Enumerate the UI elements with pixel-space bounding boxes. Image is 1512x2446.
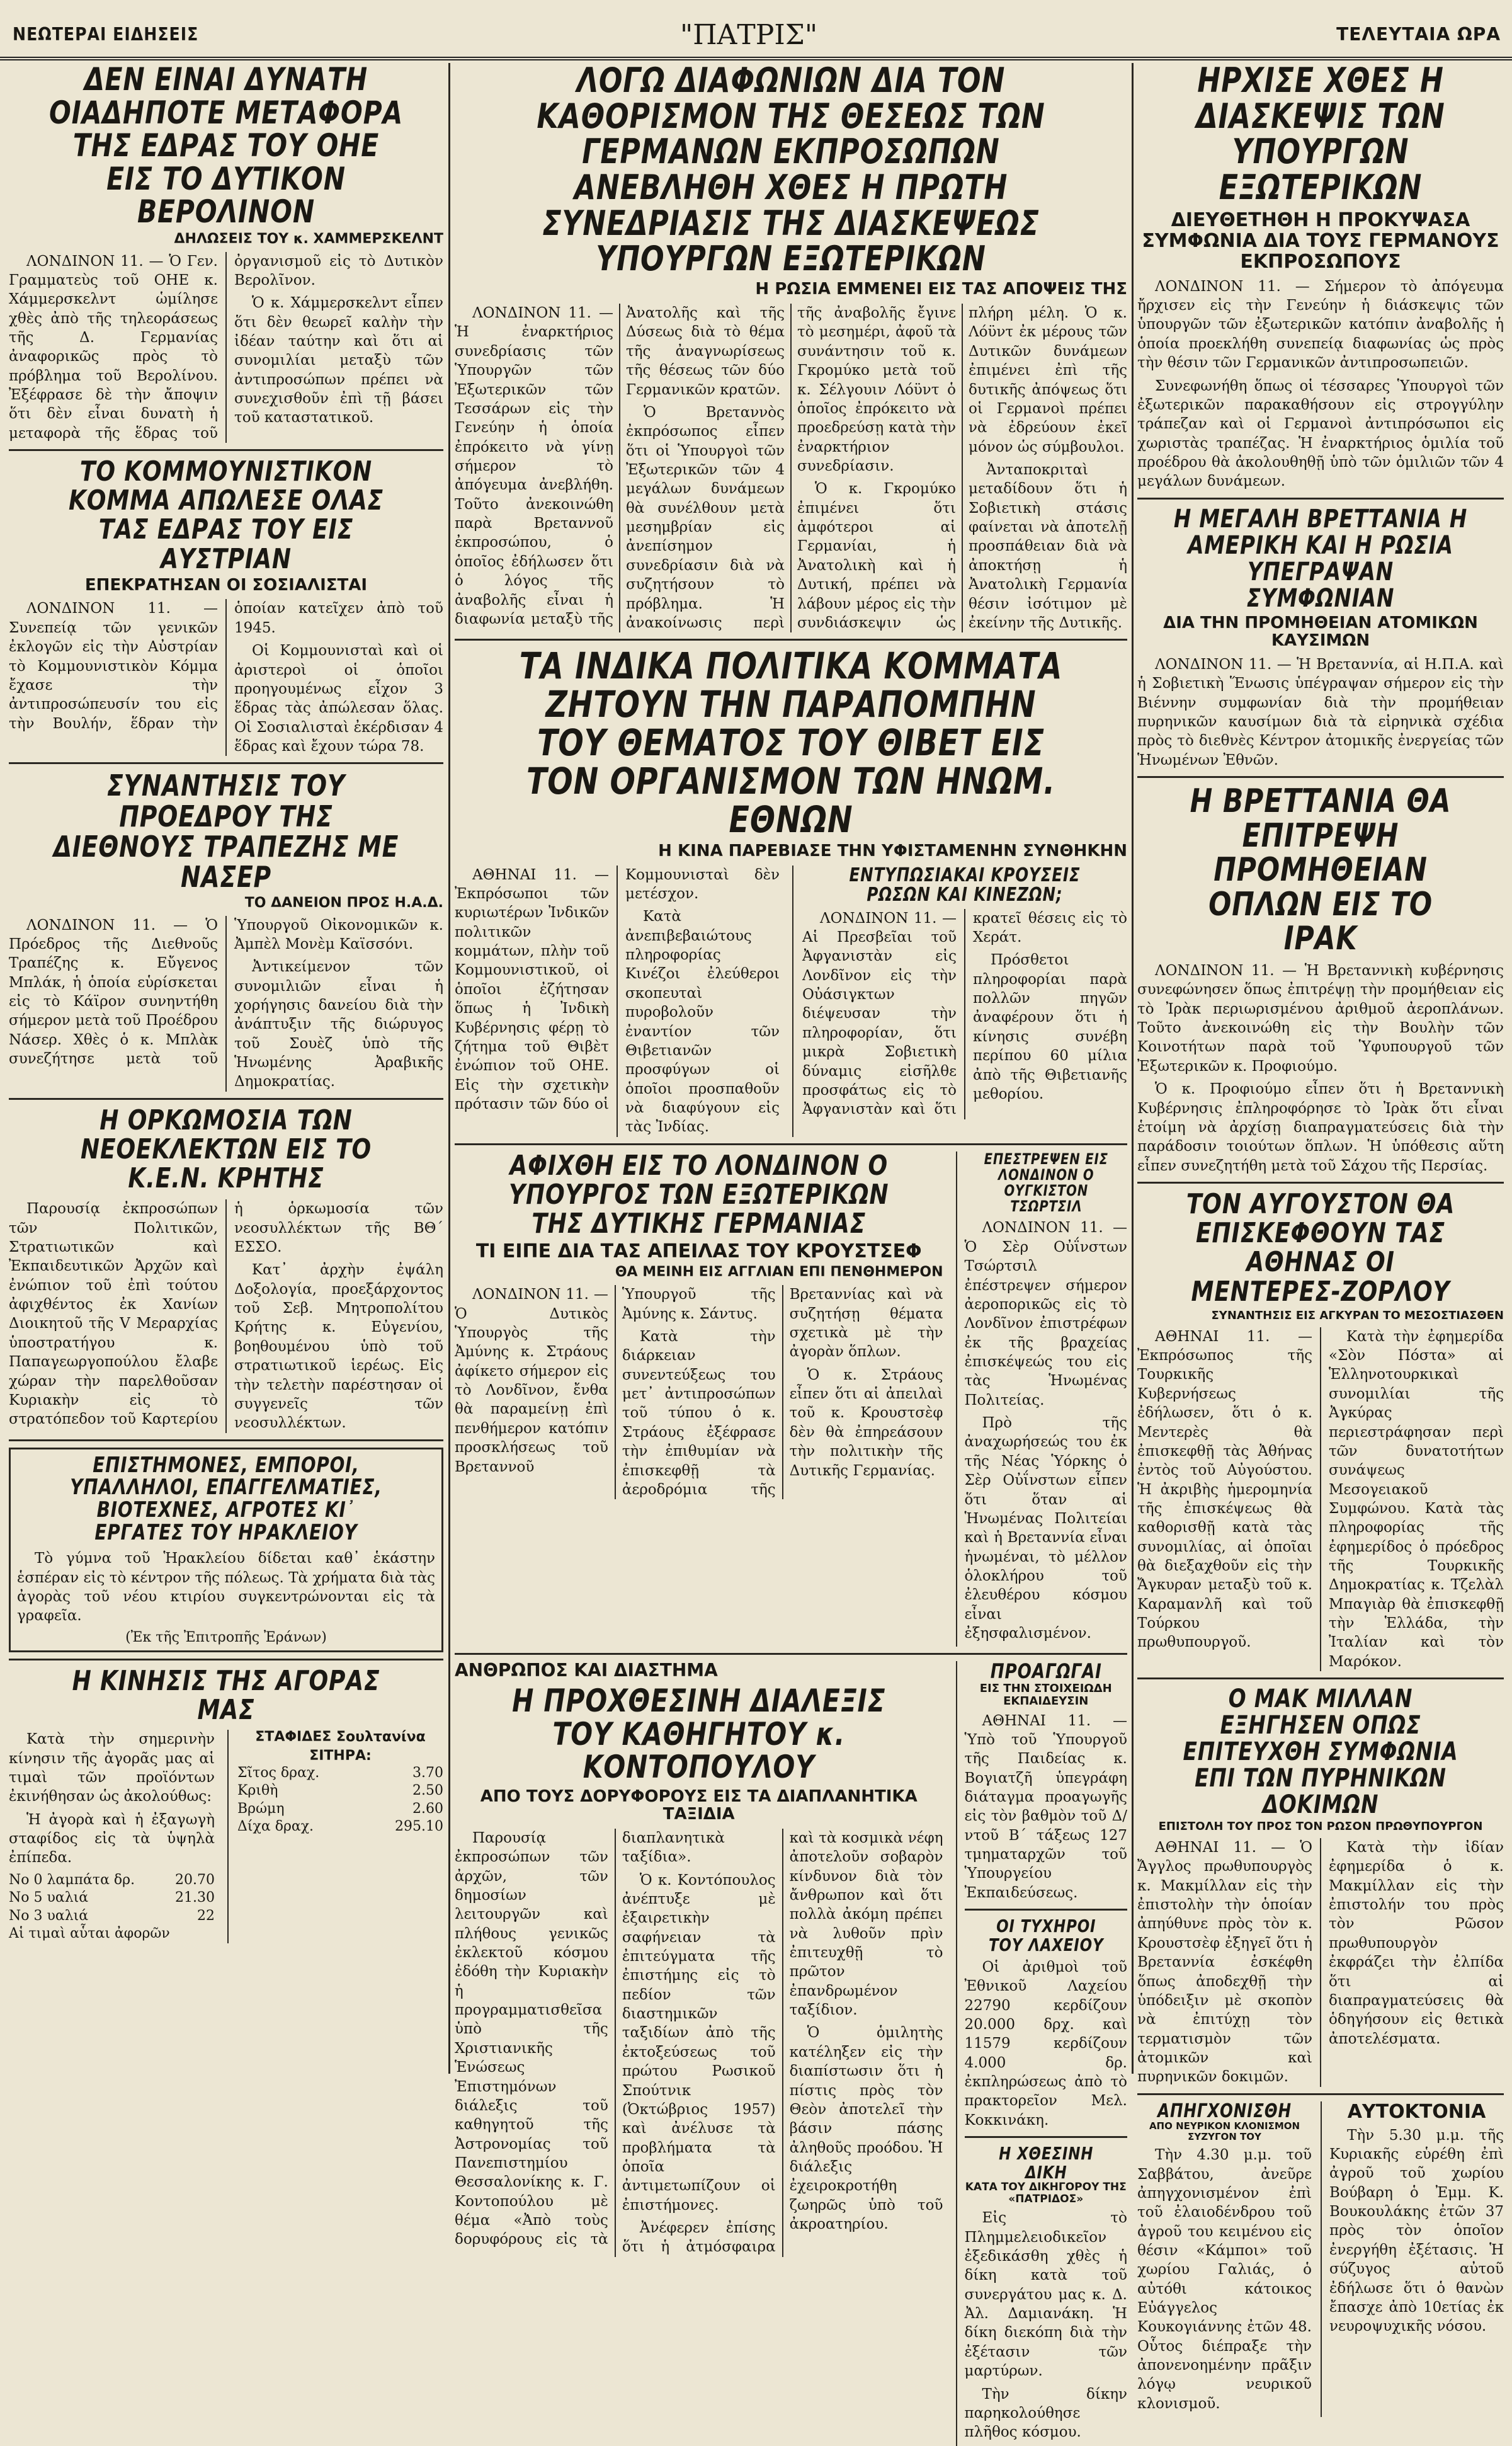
price-row: Νο 5 υαλιά 21.30 [9, 1890, 215, 1906]
price-section-title: ΣΙΤΗΡΑ: [309, 1748, 372, 1764]
left-column [9, 63, 443, 2067]
article-paragraph: Οἱ ἀριθμοὶ τοῦ Ἐθνικοῦ Λαχείου 22790 κερδίζουν 20.000 δρχ. καὶ 11579 κερδίζουν 4.000 δρ. ἐκπληρώσεως ἀπὸ τὸ πρακτορεῖον Μελ. Κοκκινάκη. [964, 1958, 1127, 2129]
article-lecture [455, 1661, 943, 2445]
headline: Η ΠΡΟΧΘΕΣΙΝΗ ΔΙΑΛΕΞΙΣ ΤΟΥ ΚΑΘΗΓΗΤΟΥ κ. ΚΟΝΤΟΠΟΥΛΟΥ [512, 1683, 886, 1786]
column-rule [448, 63, 450, 2074]
newspaper-title: "ΠΑΤΡΙΣ" [680, 19, 818, 51]
article-paragraph: ΛΟΝΔΙΝΟΝ 11. — Συνεπείᾳ τῶν γενικῶν ἐκλογῶν εἰς τὴν Αὐστρίαν τὸ Κομμουνιστικὸν Κόμμα ἔχασε τὴν ἀντιπροσώπευσίν του εἰς τὴν Βουλήν, ἕδραν τὴν ὁποίαν κατεῖχεν ἀπὸ τοῦ 1945. [9, 600, 443, 732]
subheadline: ΔΙΕΥΘΕΤΗΘΗ Η ΠΡΟΚΥΨΑΣΑ ΣΥΜΦΩΝΙΑ ΔΙΑ ΤΟΥΣ ΓΕΡΜΑΝΟΥΣ ΕΚΠΡΟΣΩΠΟΥΣ [1142, 209, 1499, 273]
center-column [455, 60, 1127, 2441]
subheadline: Η ΚΙΝΑ ΠΑΡΕΒΙΑΣΕ ΤΗΝ ΥΦΙΣΤΑΜΕΝΗΝ ΣΥΝΘΗΚΗΝ [658, 841, 1127, 860]
article-paragraph: Κατὰ τὴν ἰδίαν ἐφημερίδα ὁ κ. Μακμίλλαν εἰς τὴν ἐπιστολήν του πρὸς τὸν Ρῶσον πρωθυπουργὸν ἐκφράζει τὴν ἐλπίδα ὅτι αἱ διαπραγματεύσεις θὰ ὁδηγήσουν εἰς θετικὰ ἀποτελέσματα. [1329, 1839, 1504, 2047]
headline: Η ΜΕΓΑΛΗ ΒΡΕΤΤΑΝΙΑ Η ΑΜΕΡΙΚΗ ΚΑΙ Η ΡΩΣΙΑ ΥΠΕΓΡΑΨΑΝ ΣΥΜΦΩΝΙΑΝ [1173, 504, 1468, 613]
price-row: Νο 3 υαλιά 22 [9, 1907, 215, 1924]
article-paragraph: ΛΟΝΔΙΝΟΝ 11. — Ἡ ἐναρκτήριος συνεδρίασις τῶν Ὑπουργῶν τῶν Ἐξωτερικῶν τῶν Τεσσάρων εἰς τὴν Γενεύην ἡ ὁποία ἐπρόκειτο νὰ γίνῃ σήμερον τὸ ἀπόγευμα ἀνεβλήθη. Τοῦτο ἀνεκοινώθη παρὰ Βρεταννοῦ ἐκπροσώπου, ὁ ὁποῖος ἐδήλωσεν ὅτι ὁ λόγος τῆς ἀναβολῆς εἶναι ἡ διαφωνία μεταξὺ τῆς Ἀνατολῆς καὶ τῆς Δύσεως διὰ τὸ θέμα τῆς ἀναγνωρίσεως τῆς θέσεως τῶν δύο Γερμανικῶν κρατῶν. [455, 305, 785, 627]
article-paragraph: Ὁ Βρεταννὸς ἐκπρόσωπος εἶπεν ὅτι οἱ Ὑπουργοὶ τῶν Ἐξωτερικῶν τῶν 4 μεγάλων δυνάμεων θὰ συνέλθουν μετὰ μεσημβρίαν εἰς ἀνεπίσημον συνεδρίασιν διὰ νὰ συζητήσουν τὸ πρόβλημα. Ἡ ἀνακοίνωσις περὶ τῆς ἀναβολῆς ἔγινε τὸ μεσημέρι, ἀφοῦ τὰ συνάντησιν τοῦ κ. Γκρομύκο μετὰ τοῦ κ. Σέλγουιν Λόϋντ ὁ ὁποῖος ἐπρόκειτο νὰ προεδρεύσῃ κατὰ τὴν ἐναρκτήριον συνεδρίασιν. [626, 305, 956, 631]
headline: ΑΠΗΓΧΟΝΙΣΘΗ [1157, 2100, 1292, 2122]
article-paragraph: ΑΘΗΝΑΙ 11. — Ἐκπρόσωπος τῆς Τουρκικῆς Κυβερνήσεως ἐδήλωσεν, ὅτι ὁ κ. Μεντερὲς θὰ ἐπισκεφθῇ τὰς Ἀθήνας ἐντὸς τοῦ Αὐγούστου. Ἡ ἀκριβὴς ἡμερομηνία τῆς ἐπισκέψεως θὰ καθορισθῇ κατὰ τὰς συνομιλίας, αἱ ὁποῖαι θὰ διεξαχθοῦν εἰς τὴν Ἄγκυραν μεταξὺ τοῦ κ. Καραμανλῆ καὶ τοῦ Τούρκου πρωθυπουργοῦ. [1137, 1328, 1312, 1651]
article-paragraph: Πρόσθετοι πληροφορίαι παρὰ πολλῶν πηγῶν ἀναφέρουν ὅτι ἡ κίνησις συνέβη περίπου 60 μίλια ἀπὸ τῆς Θιβετιανῆς μεθορίου. [973, 952, 1127, 1102]
subheadline: ΕΠΕΚΡΑΤΗΣΑΝ ΟΙ ΣΟΣΙΑΛΙΣΤΑΙ [84, 575, 368, 595]
headline: Η ΚΙΝΗΣΙΣ ΤΗΣ ΑΓΟΡΑΣ ΜΑΣ [72, 1664, 380, 1726]
article-promotions [965, 1661, 1128, 1902]
article-iraq-arms [1137, 784, 1504, 1175]
article-paragraph: ΛΟΝΔΙΝΟΝ 11. — Σήμερον τὸ ἀπόγευμα ἤρχισεν εἰς τὴν Γενεύην ἡ διάσκεψις τῶν ὑπουργῶν τῶν ἐξωτερικῶν κατόπιν ἀναβολῆς ἡ ὁποία προεκλήθη συνεπείᾳ διαφωνίας ὡς πρὸς τὴν θέσιν τῶν Γερμανικῶν ἀντιπροσωπειῶν. [1137, 278, 1504, 372]
price-row: Αἱ τιμαὶ αὗται ἀφορῶν [9, 1926, 170, 1942]
subheadline: Η ΡΩΣΙΑ ΕΜΜΕΝΕΙ ΕΙΣ ΤΑΣ ΑΠΟΨΕΙΣ ΤΗΣ [755, 280, 1127, 299]
headline: Η ΒΡΕΤΤΑΝΙΑ ΘΑ ΕΠΙΤΡΕΨΗ ΠΡΟΜΗΘΕΙΑΝ ΟΠΛΩΝ ΕΙΣ ΤΟ ΙΡΑΚ [1190, 782, 1452, 958]
headline: ΕΝΤΥΠΩΣΙΑΚΑΙ ΚΡΟΥΣΕΙΣ ΡΩΣΩΝ ΚΑΙ ΚΙΝΕΖΩΝ; [849, 864, 1081, 906]
subheadline: ΔΗΛΩΣΕΙΣ ΤΟΥ κ. ΧΑΜΜΕΡΣΚΕΛΝΤ [174, 231, 443, 247]
headline: ΛΟΓΩ ΔΙΑΦΩΝΙΩΝ ΔΙΑ ΤΟΝ ΚΑΘΟΡΙΣΜΟΝ ΤΗΣ ΘΕΣΕΩΣ ΤΩΝ ΓΕΡΜΑΝΩΝ ΕΚΠΡΟΣΩΠΩΝ ΑΝΕΒΛΗΘΗ ΧΘΕΣ Η ΠΡΩΤΗ ΣΥΝΕΔΡΙΑΣΙΣ ΤΗΣ ΔΙΑΣΚΕΨΕΩΣ ΥΠΟΥΡΓΩΝ ΕΞΩΤΕΡΙΚΩΝ [537, 60, 1045, 279]
article-appeal-box [9, 1448, 443, 1652]
article-paragraph: ΛΟΝΔΙΝΟΝ 11. — Ἡ Βρεταννικὴ κυβέρνησις συνεφώνησεν ὅπως ἐπιτρέψῃ τὴν προμήθειαν εἰς τὸ Ἰρὰκ περιωρισμένου ἀριθμοῦ ἀεροπλάνων. Τοῦτο ἀνεκοινώθη εἰς τὴν Βουλὴν τῶν Κοινοτήτων παρὰ τοῦ Ὑφυπουργοῦ τῶν Ἐξωτερικῶν κ. Προφιούμο. [1137, 963, 1504, 1075]
price-row: Δίχα δραχ. 295.10 [237, 1819, 443, 1835]
headline: ΔΕΝ ΕΙΝΑΙ ΔΥΝΑΤΗ ΟΙΑΔΗΠΟΤΕ ΜΕΤΑΦΟΡΑ ΤΗΣ ΕΔΡΑΣ ΤΟΥ ΟΗΕ ΕΙΣ ΤΟ ΔΥΤΙΚΟΝ ΒΕΡΟΛΙΝΟΝ [48, 61, 404, 230]
article-paragraph: Πρὸ τῆς ἀναχωρήσεώς του ἐκ τῆς Νέας Ὑόρκης ὁ Σὲρ Οὐΐνστων εἶπεν ὅτι ὅταν αἱ Ἡνωμένας Πολιτείαι καὶ ἡ Βρεταννία εἶναι ἡνωμέναι, τὸ μέλλον ὁλοκλήρου τοῦ ἐλευθέρου κόσμου εἶναι ἐξησφαλισμένον. [964, 1415, 1127, 1642]
article-paragraph: ΑΘΗΝΑΙ 11. — Ὑπὸ τοῦ Ὑπουργοῦ τῆς Παιδείας κ. Βογιατζῆ ὑπεγράφη διάταγμα προαγωγῆς εἰς τὸν βαθμὸν τοῦ Δ/ντοῦ Β΄ τάξεως 127 τμηματαρχῶν τοῦ Ὑπουργείου Ἐκπαιδεύσεως. [964, 1712, 1127, 1901]
article-paragraph: ΛΟΝΔΙΝΟΝ 11. — Αἱ Πρεσβεῖαι τοῦ Ἀφγανιστὰν εἰς Λονδῖνον εἰς τὴν Οὐάσιγκτων διέψευσαν τὴν πληροφορίαν, ὅτι μικρὰ Σοβιετικὴ δύναμις εἰσῆλθε προσφάτως εἰς τὸ Ἀφγανιστὰν καὶ ὅτι κρατεῖ θέσεις εἰς τὸ Χεράτ. [802, 910, 1127, 1118]
article-paragraph: Παρουσίᾳ ἐκπροσώπων τῶν ἀρχῶν, τῶν δημοσίων λειτουργῶν καὶ πλήθους γενικῶς ἐκλεκτοῦ κόσμου ἐδόθη τὴν Κυριακὴν ἡ προγραμματισθεῖσα ὑπὸ τῆς Χριστιανικῆς Ἑνώσεως Ἐπιστημόνων διάλεξις τοῦ καθηγητοῦ τῆς Ἀστρονομίας τοῦ Πανεπιστημίου Θεσσαλονίκης κ. Γ. Κοντοπούλου μὲ θέμα «Ἀπὸ τοὺς δορυφόρους εἰς τὰ διαπλανητικὰ ταξίδια». [455, 1829, 725, 2248]
article-nuclear-fuel [1137, 506, 1504, 770]
article-paragraph: Κατ᾽ ἀρχὴν ἐψάλη Δοξολογία, προεξάρχοντος τοῦ Σεβ. Μητροπολίτου Κρήτης κ. Εὐγενίου, βοηθουμένου ὑπὸ τοῦ στρατιωτικοῦ ἱερέως. Εἰς τὴν τελετὴν παρέστησαν οἱ συγγενεῖς τῶν νεοσυλλέκτων. [234, 1262, 443, 1432]
headline: ΠΡΟΑΓΩΓΑΙ [990, 1659, 1102, 1684]
article-paragraph: Οἱ Κομμουνισταὶ καὶ οἱ ἀριστεροὶ οἱ ὁποῖοι προηγουμένως εἶχον 3 ἕδρας τὰς ἀπώλεσαν ὅλας. Οἱ Σοσιαλισταὶ ἐκέρδισαν 4 ἕδρας καὶ ἔχουν τώρα 78. [234, 643, 443, 755]
article-communist-party [9, 457, 443, 756]
article-menderes-visit [1137, 1187, 1504, 1671]
subheadline: ΤΙ ΕΙΠΕ ΔΙΑ ΤΑΣ ΑΠΕΙΛΑΣ ΤΟΥ ΚΡΟΥΣΤΣΕΦ [475, 1240, 922, 1263]
headline: ΕΠΙΣΤΗΜΟΝΕΣ, ΕΜΠΟΡΟΙ, ΥΠΑΛΛΗΛΟΙ, ΕΠΑΓΓΕΛΜΑΤΙΕΣ, ΒΙΟΤΕΧΝΕΣ, ΑΓΡΟΤΕΣ ΚΙ᾽ ΕΡΓΑΤΕΣ ΤΟΥ ΗΡΑΚΛΕΙΟΥ [70, 1452, 382, 1545]
article-strauss [455, 1149, 943, 1647]
kicker: ΑΝΘΡΩΠΟΣ ΚΑΙ ΔΙΑΣΤΗΜΑ [455, 1660, 718, 1681]
subheadline: ΚΑΤΑ ΤΟΥ ΔΙΚΗΓΟΡΟΥ ΤΗΣ «ΠΑΤΡΙΔΟΣ» [965, 2180, 1127, 2205]
price-row: Βρώμη 2.60 [237, 1800, 443, 1817]
price-row: Κριθὴ 2.50 [237, 1783, 443, 1799]
headline: ΗΡΧΙΣΕ ΧΘΕΣ Η ΔΙΑΣΚΕΨΙΣ ΤΩΝ ΥΠΟΥΡΓΩΝ ΕΞΩΤΕΡΙΚΩΝ [1196, 60, 1445, 208]
article-paragraph: Ἀντικείμενον τῶν συνομιλιῶν εἶναι ἡ χορήγησις δανείου διὰ τὴν ἀνάπτυξιν τῆς διώρυγος τοῦ Σουὲζ ὑπὸ τῆς Ἡνωμένης Ἀραβικῆς Δημοκρατίας. [234, 959, 443, 1090]
article-un-seat [9, 63, 443, 443]
headline: ΣΥΝΑΝΤΗΣΙΣ ΤΟΥ ΠΡΟΕΔΡΟΥ ΤΗΣ ΔΙΕΘΝΟΥΣ ΤΡΑΠΕΖΗΣ ΜΕ ΝΑΣΕΡ [53, 769, 399, 894]
headline: ΕΠΕΣΤΡΕΨΕΝ ΕΙΣ ΛΟΝΔΙΝΟΝ Ο ΟΥΓΚΙΣΤΟΝ ΤΣΩΡΤΣΙΛ [984, 1150, 1108, 1216]
article-oath [9, 1106, 443, 1433]
article-trial [965, 2144, 1128, 2442]
article-paragraph: ΛΟΝΔΙΝΟΝ 11. — Ὁ Πρόεδρος τῆς Διεθνοῦς Τραπέζης κ. Εὔγενος Μπλάκ, ἡ ὁποία εὑρίσκεται εἰς τὸ Κάϊρον συνηντήθη σήμερον μετὰ τοῦ Προέδρου Νάσερ. Χθὲς ὁ κ. Μπλὰκ συνεζήτησε μετὰ τοῦ Ὑπουργοῦ Οἰκονομικῶν κ. Ἀμπὲλ Μονὲμ Καϊσσόνι. [9, 917, 443, 1068]
article-paragraph: ΑΘΗΝΑΙ 11. — Ἐκπρόσωποι τῶν κυριωτέρων Ἰνδικῶν πολιτικῶν κομμάτων, πλὴν τοῦ Κομμουνιστικοῦ, οἱ ὁποῖοι ἐζήτησαν ὅπως ἡ Ἰνδικὴ Κυβέρνησις φέρῃ τὸ ζήτημα τοῦ Θιβὲτ ἐνώπιον τοῦ ΟΗΕ. Εἰς τὴν σχετικὴν πρότασιν τῶν δύο οἱ Κομμουνισταὶ δὲν μετέσχον. [455, 866, 780, 1112]
article-paragraph: Τὴν 5.30 μ.μ. τῆς Κυριακῆς εὑρέθη ἐπὶ ἀγροῦ τοῦ χωρίου Βούβαρη ὁ Ἐμμ. Κ. Βουκουλάκης ἐτῶν 37 πρὸς τὸν ὁποῖον ἐνεργήθη ἐξέτασις. Ἡ σύζυγος αὐτοῦ ἐδήλωσε ὅτι ὁ θανὼν ἔπασχε ἀπὸ 10ετίας ἐκ νευροψυχικῆς νόσου. [1329, 2127, 1504, 2335]
headline: ΑΥΤΟΚΤΟΝΙΑ [1347, 2100, 1486, 2123]
subheadline: ΣΥΝΑΝΤΗΣΙΣ ΕΙΣ ΑΓΚΥΡΑΝ ΤΟ ΜΕΣΟΣΤΙΑΣΘΕΝ [1211, 1308, 1504, 1322]
article-paragraph: Ἡ ἀγορὰ καὶ ἡ ἐξαγωγὴ σταφίδος εἰς τὰ ὑψηλὰ ἐπίπεδα. [9, 1811, 215, 1866]
article-paragraph: Τὴν δίκην παρηκολούθησε πλῆθος κόσμου. [964, 2386, 1127, 2441]
masthead [0, 0, 1512, 60]
subheadline: ΑΠΟ ΝΕΥΡΙΚΟΝ ΚΛΟΝΙΣΜΟΝ ΣΥΖΥΓΟΝ ΤΟΥ [1149, 2120, 1300, 2142]
article-paragraph: Τὴν 4.30 μ.μ. τοῦ Σαββάτου, ἀνεῦρε ἀπηγχονισμένον ἐπὶ τοῦ ἐλαιοδένδρου τοῦ ἀγροῦ του κειμένου εἰς θέσιν «Κάμποι» τοῦ χωρίου Γαλιάς, ὁ αὐτόθι κάτοικος Εὐάγγελος Κουκογιάννης ἐτῶν 48. Οὗτος διέπραξε τὴν ἀπονενοημένην πρᾶξιν λόγῳ νευρικοῦ κλονισμοῦ. [1137, 2147, 1312, 2412]
article-paragraph: Ἀνέφερεν ἐπίσης ὅτι ἡ ἀτμόσφαιρα καὶ τὰ κοσμικὰ νέφη ἀποτελοῦν σοβαρὸν κίνδυνον διὰ τὸν ἄνθρωπον καὶ ὅτι πολλὰ ἀκόμη πρέπει νὰ λυθοῦν πρὶν ἐπιτευχθῇ τὸ πρῶτον ἐπανδρωμένον ταξίδιον. [622, 1829, 943, 2256]
headline: ΑΦΙΧΘΗ ΕΙΣ ΤΟ ΛΟΝΔΙΝΟΝ Ο ΥΠΟΥΡΓΟΣ ΤΩΝ ΕΞΩΤΕΡΙΚΩΝ ΤΗΣ ΔΥΤΙΚΗΣ ΓΕΡΜΑΝΙΑΣ [509, 1149, 889, 1240]
subheadline: ΤΟ ΔΑΝΕΙΟΝ ΠΡΟΣ Η.Α.Δ. [244, 894, 443, 911]
headline: ΤΟ ΚΟΜΜΟΥΝΙΣΤΙΚΟΝ ΚΟΜΜΑ ΑΠΩΛΕΣΕ ΟΛΑΣ ΤΑΣ ΕΔΡΑΣ ΤΟΥ ΕΙΣ ΑΥΣΤΡΙΑΝ [68, 455, 384, 575]
headline: Ο ΜΑΚ ΜΙΛΛΑΝ ΕΞΗΓΗΣΕΝ ΟΠΩΣ ΕΠΙΤΕΥΧΘΗ ΣΥΜΦΩΝΙΑ ΕΠΙ ΤΩΝ ΠΥΡΗΝΙΚΩΝ ΔΟΚΙΜΩΝ [1183, 1684, 1458, 1820]
subheadline: ΕΠΙΣΤΟΛΗ ΤΟΥ ΠΡΟΣ ΤΟΝ ΡΩΣΟΝ ΠΡΩΘΥΠΟΥΡΓΟΝ [1158, 1820, 1483, 1834]
subheadline: ΕΙΣ ΤΗΝ ΣΤΟΙΧΕΙΩΔΗ ΕΚΠΑΙΔΕΥΣΙΝ [979, 1681, 1112, 1708]
headline: ΤΑ ΙΝΔΙΚΑ ΠΟΛΙΤΙΚΑ ΚΟΜΜΑΤΑ ΖΗΤΟΥΝ ΤΗΝ ΠΑΡΑΠΟΜΠΗΝ ΤΟΥ ΘΕΜΑΤΟΣ ΤΟΥ ΘΙΒΕΤ ΕΙΣ ΤΟΝ ΟΡΓΑΝΙΣΜΟΝ ΤΩΝ ΗΝΩΜ. ΕΘΝΩΝ [519, 644, 1063, 841]
headline: Η ΧΘΕΣΙΝΗ ΔΙΚΗ [998, 2143, 1093, 2183]
article-paragraph: ΛΟΝΔΙΝΟΝ 11. — Ὁ Γεν. Γραμματεὺς τοῦ ΟΗΕ κ. Χάμμερσκελντ ὡμίλησε χθὲς ἀπὸ τῆς τηλεοράσεως τῆς Δ. Γερμανίας ἀναφορικῶς πρὸς τὸ πρόβλημα τοῦ Βερολίνου. Ἐξέφρασε δὲ τὴν ἄποψιν ὅτι δὲν εἶναι δυνατὴ ἡ μεταφορὰ τῆς ἕδρας τοῦ ὀργανισμοῦ εἰς τὸ Δυτικὸν Βερολῖνον. [9, 253, 443, 442]
article-paragraph: ΑΘΗΝΑΙ 11. — Ὁ Ἄγγλος πρωθυπουργὸς κ. Μακμίλλαν εἰς τὴν ἐπιστολὴν τὴν ὁποίαν ἀπηύθυνε πρὸς τὸν κ. Κρουστσὲφ ἐξηγεῖ ὅτι ἡ Βρεταννία ἐσκέφθη ὅπως ἀποδεχθῇ τὴν ὑπόδειξιν μὲ σκοπὸν νὰ ἐπιτύχῃ τὸν τερματισμὸν τῶν ἀτομικῶν καὶ πυρηνικῶν δοκιμῶν. [1137, 1839, 1312, 2086]
subheadline: ΑΠΟ ΤΟΥΣ ΔΟΡΥΦΟΡΟΥΣ ΕΙΣ ΤΑ ΔΙΑΠΛΑΝΗΤΙΚΑ ΤΑΞΙΔΙΑ [480, 1786, 918, 1824]
article-world-bank [9, 770, 443, 1091]
article-paragraph: Κατὰ τὴν ἐφημερίδα «Σὸν Πόστα» αἱ Ἑλληνοτουρκικαὶ συνομιλίαι τῆς Ἀγκύρας περιεστράφησαν περὶ τῶν δυνατοτήτων συνάψεως Μεσογειακοῦ Συμφώνου. Κατὰ τὰς πληροφορίας τῆς ἐφημερίδος ὁ πρόεδρος τῆς Τουρκικῆς Δημοκρατίας κ. Τζελὰλ Μπαγιὰρ θὰ ἐπισκεφθῇ τὴν Ἑλλάδα, τὴν Ἰταλίαν καὶ τὸν Μαρόκον. [1329, 1328, 1504, 1670]
article-geneva-postponed [455, 60, 1127, 632]
price-section-title: ΣΤΑΦΙΔΕΣ Σουλτανίνα [255, 1729, 426, 1746]
section-label-right: ΤΕΛΕΥΤΑΙΑ ΩΡΑ [1336, 24, 1501, 45]
right-column [1137, 60, 1504, 2412]
article-paragraph: Ὁ κ. Στράους εἶπεν ὅτι αἱ ἀπειλαὶ τοῦ κ. Κρουστσὲφ δὲν θὰ ἐπηρεάσουν τὴν πολιτικὴν τῆς Δυτικῆς Γερμανίας. [789, 1366, 943, 1479]
article-paragraph: Συνεφωνήθη ὅπως οἱ τέσσαρες Ὑπουργοὶ τῶν ἐξωτερικῶν παρακαθήσουν εἰς στρογγύλην τράπεζαν καὶ οἱ Γερμανοὶ ἀντιπρόσωποι εἰς χωριστὰς τραπέζας. Ἡ ἐναρκτήριος ὁμιλία τοῦ προέδρου θὰ ἀκολουθηθῇ ὑπὸ τῶν ὁμιλιῶν τῶν 4 μεγάλων δυνάμεων. [1137, 377, 1504, 490]
article-paragraph: Ὁ ὁμιλητὴς κατέληξεν εἰς τὴν διαπίστωσιν ὅτι ἡ πίστις πρὸς τὸν Θεὸν ἀποτελεῖ τὴν βάσιν πάσης ἀληθοῦς προόδου. Ἡ διάλεξις ἐχειροκροτήθη ζωηρῶς ὑπὸ τοῦ ἀκροατηρίου. [789, 2025, 943, 2233]
article-macmillan [1137, 1686, 1504, 2086]
article-paragraph: Κατὰ ἀνεπιβεβαιώτους πληροφορίας Κινέζοι ἐλεύθεροι σκοπευταὶ πυροβολοῦν ἐναντίον τῶν Θιβετιανῶν προσφύγων οἱ ὁποῖοι προσπαθοῦν νὰ διαφύγουν εἰς τὰς Ἰνδίας. [625, 908, 780, 1136]
article-paragraph: ΛΟΝΔΙΝΟΝ 11. — Ὁ Σὲρ Οὐΐνστων Τσώρτσιλ ἐπέστρεψεν σήμερον ἀεροπορικῶς εἰς τὸ Λονδῖνον ἐπιστρέφων ἐκ τῆς βραχείας ἐπισκέψεώς του εἰς τὰς Ἡνωμένας Πολιτείας. [964, 1220, 1127, 1409]
article-churchill [956, 1152, 1128, 1647]
column-rule [1132, 63, 1134, 2074]
signature: (Ἐκ τῆς Ἐπιτροπῆς Ἐράνων) [125, 1629, 327, 1645]
article-paragraph: Ὁ κ. Γκρομύκο ἐπιμένει ὅτι ἀμφότεροι αἱ Γερμανίαι, ἡ Ἀνατολικὴ καὶ ἡ Δυτική, πρέπει νὰ λάβουν μέρος εἰς τὴν συνδιάσκεψιν ὡς πλήρη μέλη. Ὁ κ. Λόϋντ ἐκ μέρους τῶν Δυτικῶν δυνάμεων ἐπιμένει ἐπὶ τῆς δυτικῆς ἀπόψεως ὅτι οἱ Γερμανοὶ πρέπει νὰ ἐδρεύουν ἐκεῖ μόνον ὡς σύμβουλοι. [797, 305, 1127, 631]
article-hanging [1137, 2101, 1312, 2418]
article-tibet [455, 644, 1127, 1136]
article-paragraph: Εἰς τὸ Πλημμελειοδικεῖον ἐξεδικάσθη χθὲς ἡ δίκη κατὰ τοῦ συνεργάτου μας κ. Δ. Ἀλ. Δαμιανάκη. Ἡ δίκη διεκόπη διὰ τὴν ἐξέτασιν τῶν μαρτύρων. [964, 2210, 1127, 2380]
headline: ΤΟΝ ΑΥΓΟΥΣΤΟΝ ΘΑ ΕΠΙΣΚΕΦΘΟΥΝ ΤΑΣ ΑΘΗΝΑΣ ΟΙ ΜΕΝΤΕΡΕΣ-ΖΟΡΛΟΥ [1186, 1187, 1455, 1308]
section-label-left: ΝΕΩΤΕΡΑΙ ΕΙΔΗΣΕΙΣ [13, 24, 199, 45]
price-row: Νο 0 λαμπάτα δρ. 20.70 [9, 1872, 215, 1888]
article-border-clash [792, 866, 1127, 1137]
article-paragraph: ΛΟΝΔΙΝΟΝ 11. — Ὁ Δυτικὸς Ὑπουργὸς τῆς Ἀμύνης κ. Στράους ἀφίκετο σήμερον εἰς τὸ Λονδῖνον, ἔνθα θὰ παραμείνῃ ἐπὶ πενθήμερον κατόπιν προσκλήσεως τοῦ Βρεταννοῦ Ὑπουργοῦ τῆς Ἀμύνης κ. Σάντυς. [455, 1286, 776, 1475]
article-paragraph: Τὸ γύμνα τοῦ Ἡρακλείου δίδεται καθ᾽ ἑκάστην ἑσπέραν εἰς τὸ κέντρον τῆς πόλεως. Τὰ χρήματα διὰ τὰς ἀγορὰς τοῦ νέου κτιρίου συγκεντρώνονται εἰς τὰ γραφεῖα. [17, 1550, 435, 1625]
subheadline: ΘΑ ΜΕΙΝΗ ΕΙΣ ΑΓΓΛΙΑΝ ΕΠΙ ΠΕΝΘΗΜΕΡΟΝ [615, 1264, 943, 1281]
article-conference-began [1137, 60, 1504, 491]
price-row: Σῖτος δραχ. 3.70 [237, 1764, 443, 1781]
article-paragraph: Ἀνταποκριταὶ μεταδίδουν ὅτι ἡ Σοβιετικὴ στάσις φαίνεται νὰ ἀποτελῇ προσπάθειαν διὰ νὰ ἀποκτήσῃ ἡ Ἀνατολικὴ Γερμανία θέσιν ἰσότιμον μὲ ἐκείνην τῆς Δυτικῆς. [969, 462, 1127, 631]
article-paragraph: Ὁ κ. Χάμμερσκελντ εἶπεν ὅτι δὲν θεωρεῖ καλὴν τὴν ἰδέαν ταύτην καὶ ὅτι αἱ συνομιλίαι μεταξὺ τῶν ἀντιπροσώπων πρέπει νὰ συνεχισθοῦν ἐπὶ τῇ βάσει τοῦ καταστατικοῦ. [234, 295, 443, 426]
article-paragraph: Κατὰ τὴν σημερινὴν κίνησιν τῆς ἀγορᾶς μας αἱ τιμαὶ τῶν προϊόντων ἐκινήθησαν ὡς ἀκολούθως: [9, 1731, 215, 1805]
article-suicide [1321, 2101, 1504, 2418]
article-paragraph: ΛΟΝΔΙΝΟΝ 11. — Ἡ Βρεταννία, αἱ Η.Π.Α. καὶ ἡ Σοβιετικὴ Ἕνωσις ὑπέγραψαν σήμερον εἰς τὴν Βιέννην συμφωνίαν διὰ τὴν προμήθειαν πυρηνικῶν καυσίμων διὰ τὰ εἰρηνικὰ σχέδια πρὸς τὸ διεθνὲς Κέντρον ἀτομικῆς ἐνεργείας τῶν Ἡνωμένων Ἐθνῶν. [1137, 656, 1504, 769]
headline: Η ΟΡΚΩΜΟΣΙΑ ΤΩΝ ΝΕΟΕΚΛΕΚΤΩΝ ΕΙΣ ΤΟ Κ.Ε.Ν. ΚΡΗΤΗΣ [80, 1104, 372, 1195]
article-paragraph: Παρουσίᾳ ἐκπροσώπων τῶν Πολιτικῶν, Στρατιωτικῶν καὶ Ἐκπαιδευτικῶν Ἀρχῶν καὶ ἐνώπιον τοῦ ἐπὶ τούτου ἀφιχθέντος ἐκ Χανίων Διοικητοῦ τῆς V Μεραρχίας ὑποστρατήγου κ. Παπαγεωργοπούλου ἔλαβε χώραν τὴν παρελθοῦσαν Κυριακὴν εἰς τὸ στρατόπεδον τοῦ Καρτερίου ἡ ὁρκωμοσία τῶν νεοσυλλέκτων τῆς ΒΘ΄ ΕΣΣΟ. [9, 1201, 443, 1428]
article-paragraph: Ὁ κ. Προφιούμο εἶπεν ὅτι ἡ Βρεταννικὴ Κυβέρνησις ἐπληροφόρησε τὸ Ἰρὰκ ὅτι εἶναι ἑτοίμη νὰ ἀρχίσῃ διαπραγματεύσεις διὰ τὴν παράδοσιν τοιούτων ὅπλων. Ἡ ὑπόθεσις αὕτη εἶπεν συνεζητήθη μετὰ τοῦ Σάχου τῆς Περσίας. [1137, 1081, 1504, 1174]
article-lottery [965, 1917, 1128, 2130]
article-paragraph: Ὁ κ. Κοντόπουλος ἀνέπτυξε μὲ ἐξαιρετικὴν σαφήνειαν τὰ ἐπιτεύγματα τῆς ἐπιστήμης εἰς τὸ πεδίον τῶν διαστημικῶν ταξιδίων ἀπὸ τῆς ἐκτοξεύσεως τοῦ πρώτου Ρωσικοῦ Σπούτνικ (Ὀκτώβριος 1957) καὶ ἀνέλυσε τὰ προβλήματα τὰ ὁποῖα ἀντιμετωπίζουν οἱ ἐπιστήμονες. [622, 1872, 776, 2214]
article-paragraph: Κατὰ τὴν διάρκειαν συνεντεύξεως του μετ᾽ ἀντιπροσώπων τοῦ τύπου ὁ κ. Στράους ἐξέφρασε τὴν ἐπιθυμίαν νὰ ἐπισκεφθῇ τὰ ἀεροδρόμια τῆς Βρεταννίας καὶ νὰ συζητήσῃ θέματα σχετικὰ μὲ τὴν ἀγορὰν ὅπλων. [622, 1286, 943, 1498]
subheadline: ΔΙΑ ΤΗΝ ΠΡΟΜΗΘΕΙΑΝ ΑΤΟΜΙΚΩΝ ΚΑΥΣΙΜΩΝ [1163, 613, 1478, 651]
article-market [9, 1664, 443, 1943]
headline: ΟΙ ΤΥΧΗΡΟΙ ΤΟΥ ΛΑΧΕΙΟΥ [988, 1916, 1103, 1955]
